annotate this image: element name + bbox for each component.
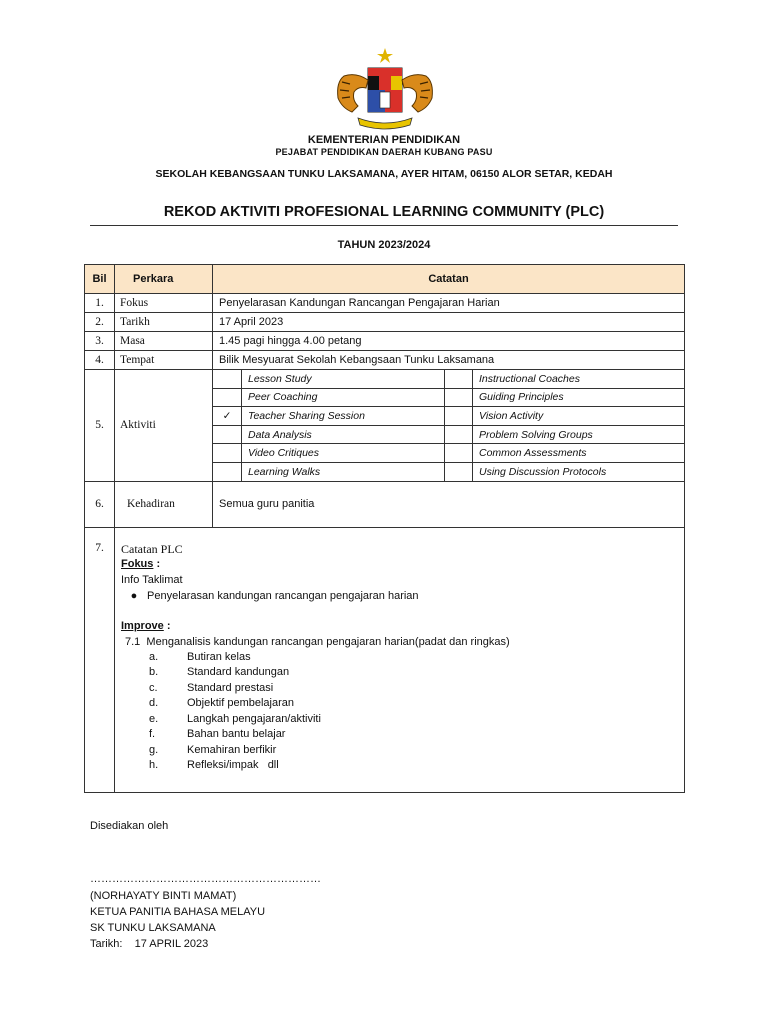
list-item (125, 681, 678, 697)
activity-options (213, 370, 685, 482)
table-row (85, 332, 685, 351)
activity-option-row (213, 425, 684, 444)
activity-checkbox[interactable] (213, 425, 242, 444)
activity-checkbox[interactable] (213, 388, 242, 407)
activity-label: Instructional Coaches (473, 370, 685, 388)
signatory-school: SK TUNKU LAKSAMANA (90, 922, 216, 934)
list-letter: b. (149, 666, 159, 679)
activity-label: Peer Coaching (242, 388, 445, 407)
row-label: Fokus (115, 294, 213, 313)
checkmark-icon[interactable]: ✓ (213, 407, 242, 426)
row-value: Bilik Mesyuarat Sekolah Kebangsaan Tunku Laksamana (213, 351, 685, 370)
activity-label: Problem Solving Groups (473, 425, 685, 444)
activity-label: Lesson Study (242, 370, 445, 388)
row-label: Tarikh (115, 313, 213, 332)
list-letter: c. (149, 681, 158, 694)
activity-checkbox[interactable] (213, 444, 242, 463)
signature-line: ……………………………………………………… (90, 873, 321, 885)
table-row (85, 351, 685, 370)
list-letter: d. (149, 697, 159, 710)
list-text: Butiran kelas (187, 650, 251, 663)
row-number: 1. (85, 294, 115, 313)
list-text: Langkah pengajaran/aktiviti (187, 712, 321, 725)
improve-item-number: 7.1 (125, 635, 141, 648)
list-letter: a. (149, 650, 159, 663)
list-item (125, 650, 678, 666)
table-row (85, 294, 685, 313)
activity-grid (213, 370, 684, 481)
list-item (121, 588, 678, 604)
school-address: SEKOLAH KEBANGSAAN TUNKU LAKSAMANA, AYER HITAM, 06150 ALOR SETAR, KEDAH (155, 168, 613, 180)
row-label: Kehadiran (115, 481, 213, 527)
list-text: Objektif pembelajaran (187, 697, 295, 710)
prepared-by-label: Disediakan oleh (90, 820, 169, 832)
plc-notes-row (85, 527, 685, 792)
list-text: Refleksi/impak dll (187, 759, 279, 772)
improve-heading (121, 618, 678, 634)
improve-sub-list (121, 650, 678, 774)
activity-label: Data Analysis (242, 425, 445, 444)
coat-of-arms-logo (330, 46, 440, 134)
list-item (125, 727, 678, 743)
activity-checkbox[interactable] (445, 388, 473, 407)
attendance-row (85, 481, 685, 527)
document-title: REKOD AKTIVITI PROFESIONAL LEARNING COMMUNITY (PLC) (163, 204, 605, 220)
activity-option-row (213, 407, 684, 426)
ministry-name: KEMENTERIAN PENDIDIKAN (307, 134, 461, 146)
row-number: 5. (85, 370, 115, 482)
activity-checkbox[interactable] (445, 425, 473, 444)
signature-date: Tarikh: 17 APRIL 2023 (90, 938, 209, 950)
info-taklimat: Info Taklimat (121, 573, 183, 586)
signatory-block (90, 888, 265, 952)
list-item (125, 665, 678, 681)
row-value: 17 April 2023 (213, 313, 685, 332)
header-bil: Bil (85, 265, 115, 294)
activity-row (85, 370, 685, 482)
row-number: 2. (85, 313, 115, 332)
signatory-position: KETUA PANITIA BAHASA MELAYU (90, 906, 266, 918)
fokus-colon: : (153, 557, 161, 570)
row-label: Masa (115, 332, 213, 351)
improve-colon: : (163, 619, 171, 632)
list-text: Kemahiran berfikir (187, 743, 277, 756)
activity-option-row (213, 462, 684, 480)
list-text: Standard prestasi (187, 681, 274, 694)
improve-item (121, 634, 678, 650)
list-text: Bahan bantu belajar (187, 728, 286, 741)
title-divider (90, 225, 678, 226)
row-number: 3. (85, 332, 115, 351)
activity-checkbox[interactable] (445, 407, 473, 426)
list-item (125, 743, 678, 759)
activity-checkbox[interactable] (213, 462, 242, 480)
activity-option-row (213, 444, 684, 463)
list-item (125, 696, 678, 712)
row-number: 4. (85, 351, 115, 370)
row-value: 1.45 pagi hingga 4.00 petang (213, 332, 685, 351)
plc-notes (115, 527, 685, 792)
activity-checkbox[interactable] (213, 370, 242, 388)
list-letter: f. (149, 728, 156, 741)
activity-label: Teacher Sharing Session (242, 407, 445, 426)
fokus-heading (121, 556, 678, 572)
activity-label: Guiding Principles (473, 388, 685, 407)
bullet-text: Penyelarasan kandungan rancangan pengajaran harian (147, 589, 419, 602)
header-catatan: Catatan (213, 265, 685, 294)
header-perkara: Perkara (115, 265, 213, 294)
activity-checkbox[interactable] (445, 462, 473, 480)
signatory-name: (NORHAYATY BINTI MAMAT) (90, 890, 237, 902)
row-value: Semua guru panitia (213, 481, 685, 527)
fokus-label: Fokus (121, 557, 154, 570)
activity-label: Vision Activity (473, 407, 685, 426)
list-item (125, 712, 678, 728)
activity-checkbox[interactable] (445, 444, 473, 463)
bullet-icon: ● (130, 589, 138, 602)
row-label: Aktiviti (115, 370, 213, 482)
activity-checkbox[interactable] (445, 370, 473, 388)
activity-label: Using Discussion Protocols (473, 462, 685, 480)
list-item (125, 758, 678, 774)
table-row (85, 313, 685, 332)
list-letter: e. (149, 712, 159, 725)
activity-option-row (213, 388, 684, 407)
improve-label: Improve (121, 619, 164, 632)
improve-item-text: Menganalisis kandungan rancangan pengajaran harian(padat dan ringkas) (146, 635, 510, 648)
district-office: PEJABAT PENDIDIKAN DAERAH KUBANG PASU (275, 147, 493, 157)
academic-year: TAHUN 2023/2024 (337, 239, 431, 251)
row-number: 7. (85, 527, 115, 792)
row-number: 6. (85, 481, 115, 527)
row-label: Tempat (115, 351, 213, 370)
plc-record-table (84, 264, 685, 793)
activity-label: Common Assessments (473, 444, 685, 463)
activity-label: Learning Walks (242, 462, 445, 480)
list-text: Standard kandungan (187, 666, 290, 679)
activity-option-row (213, 370, 684, 388)
list-letter: h. (149, 759, 159, 772)
list-letter: g. (149, 743, 159, 756)
row-value: Penyelarasan Kandungan Rancangan Pengajaran Harian (213, 294, 685, 313)
plc-notes-title: Catatan PLC (121, 541, 183, 556)
activity-label: Video Critiques (242, 444, 445, 463)
